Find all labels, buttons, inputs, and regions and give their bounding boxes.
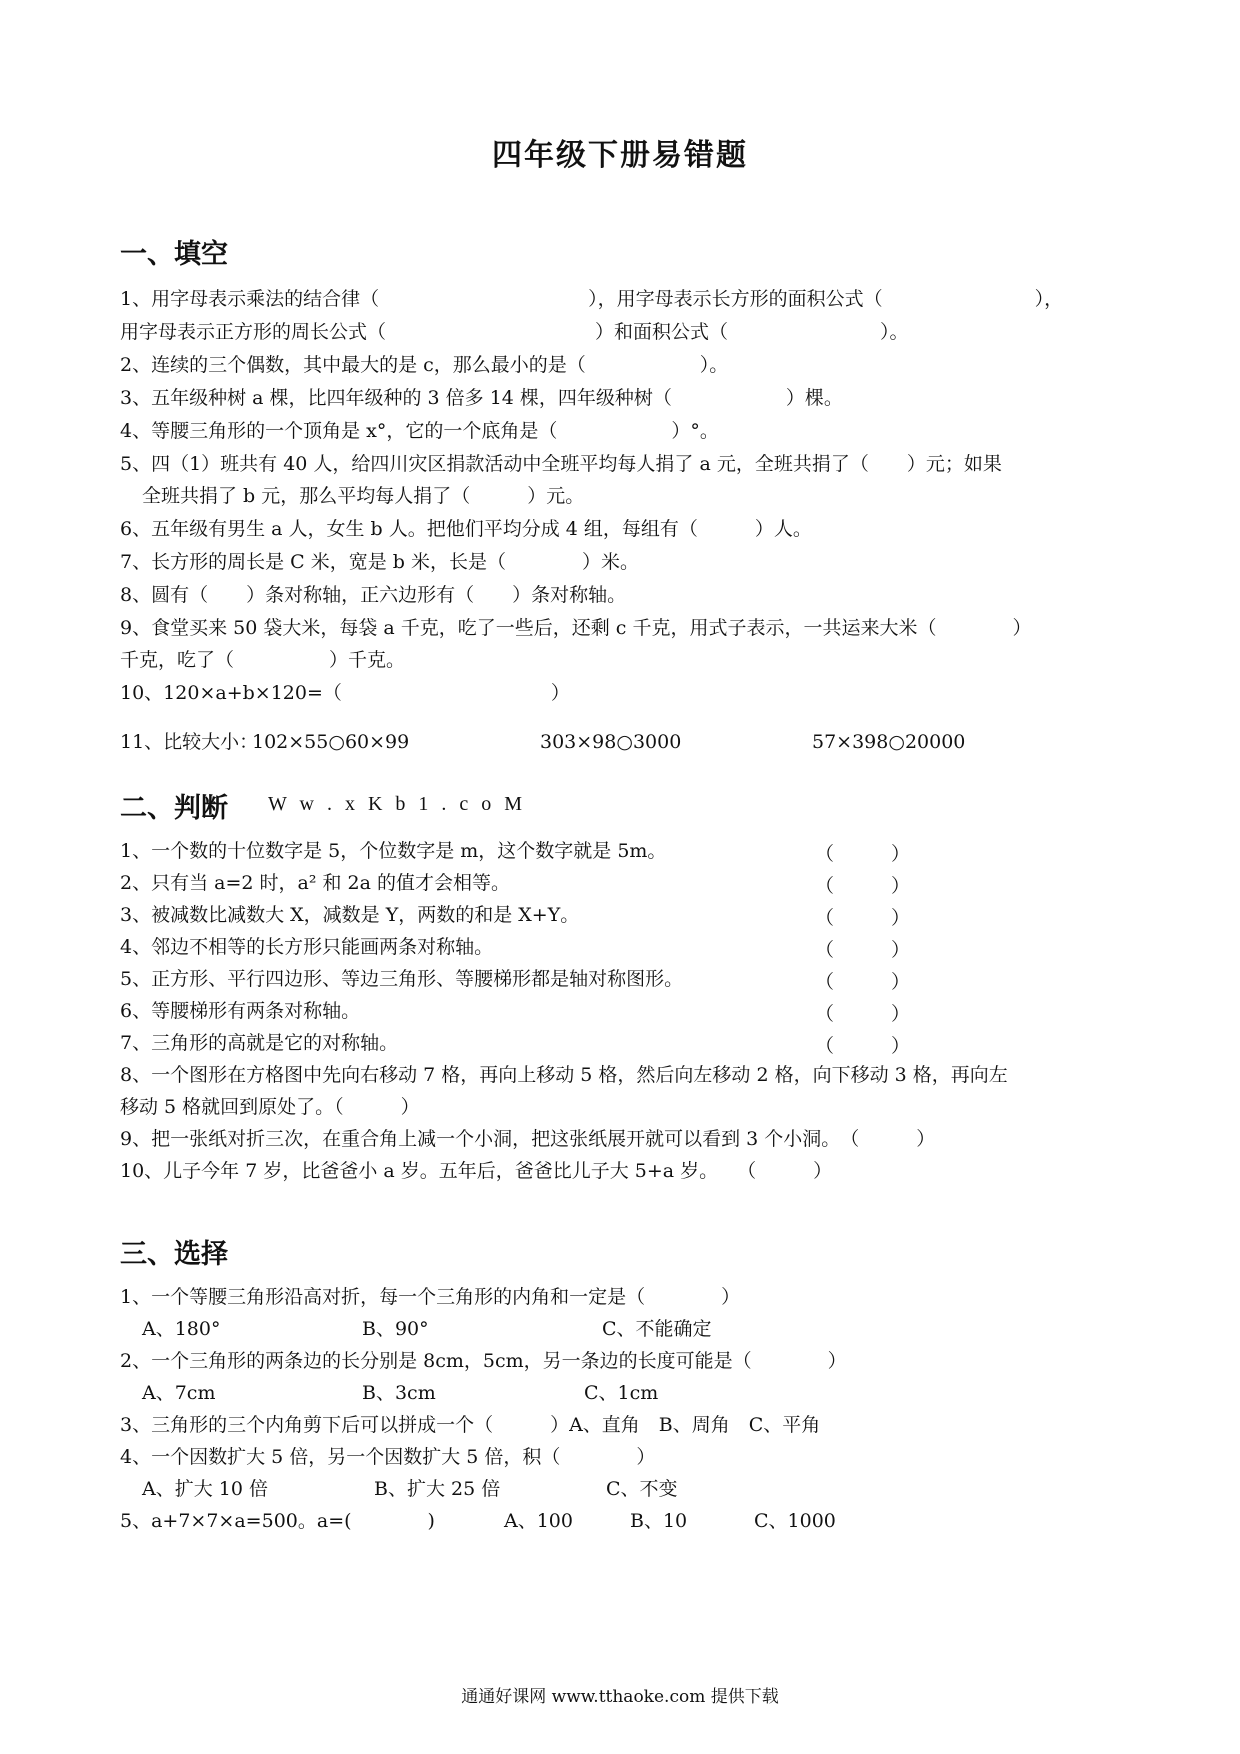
- choice-q1-option-a: A、180°: [142, 1318, 221, 1340]
- judge-answer-1: （ ）: [815, 843, 911, 865]
- judge-item-7: 7、三角形的高就是它的对称轴。: [120, 1032, 399, 1054]
- judge-item-3: 3、被减数比减数大 X，减数是 Y，两数的和是 X+Y。: [120, 904, 580, 926]
- judge-item-5: 5、正方形、平行四边形、等边三角形、等腰梯形都是轴对称图形。: [120, 968, 684, 990]
- choice-q1: 1、一个等腰三角形沿高对折，每一个三角形的内角和一定是（ ）: [120, 1286, 741, 1308]
- fill-item-1-line-2: 用字母表示正方形的周长公式（ ）和面积公式（ ）。: [120, 321, 909, 343]
- choice-q2-option-c: C、1cm: [584, 1382, 659, 1404]
- fill-item-3: 3、五年级种树 a 棵，比四年级种的 3 倍多 14 棵，四年级种树（ ）棵。: [120, 387, 843, 409]
- judge-item-8-line-1: 8、一个图形在方格图中先向右移动 7 格，再向上移动 5 格，然后向左移动 2 格，向下移动 3 格，再向左: [120, 1064, 1008, 1086]
- fill-item-4: 4、等腰三角形的一个顶角是 x°，它的一个底角是（ ）°。: [120, 420, 719, 442]
- footer-source: 通通好课网 www.tthaoke.com 提供下载: [461, 1687, 779, 1707]
- judge-item-10: 10、儿子今年 7 岁，比爸爸小 a 岁。五年后，爸爸比儿子大 5+a 岁。 （ ）: [120, 1160, 833, 1182]
- choice-q5-option-a: A、100: [504, 1510, 573, 1532]
- choice-q2: 2、一个三角形的两条边的长分别是 8cm，5cm，另一条边的长度可能是（ ）: [120, 1350, 847, 1372]
- page-title: 四年级下册易错题: [492, 138, 748, 173]
- section-heading-choice: 三、选择: [120, 1239, 228, 1270]
- judge-answer-3: （ ）: [815, 907, 911, 929]
- fill-item-5-line-2: 全班共捐了 b 元，那么平均每人捐了（ ）元。: [142, 485, 585, 507]
- choice-q5-option-b: B、10: [630, 1510, 688, 1532]
- section-heading-true-false: 二、判断: [120, 793, 228, 824]
- fill-item-8: 8、圆有（ ）条对称轴，正六边形有（ ）条对称轴。: [120, 584, 627, 606]
- judge-answer-6: （ ）: [815, 1003, 911, 1025]
- choice-q1-option-c: C、不能确定: [602, 1318, 712, 1340]
- choice-q5: 5、a+7×7×a=500。a=( ): [120, 1510, 435, 1532]
- choice-q5-option-c: C、1000: [754, 1510, 836, 1532]
- judge-answer-5: （ ）: [815, 971, 911, 993]
- fill-item-11-label: 11、比较大小：: [120, 731, 259, 753]
- choice-q4-option-b: B、扩大 25 倍: [374, 1478, 501, 1500]
- judge-answer-2: （ ）: [815, 875, 911, 897]
- compare-item-3: 57×398○20000: [812, 731, 966, 753]
- fill-item-2: 2、连续的三个偶数，其中最大的是 c，那么最小的是（ ）。: [120, 354, 729, 376]
- fill-item-7: 7、长方形的周长是 C 米，宽是 b 米，长是（ ）米。: [120, 551, 639, 573]
- judge-item-8-line-2: 移动 5 格就回到原处了。（ ）: [120, 1096, 420, 1118]
- choice-q3: 3、三角形的三个内角剪下后可以拼成一个（ ）A、直角 B、周角 C、平角: [120, 1414, 821, 1436]
- choice-q2-option-a: A、7cm: [142, 1382, 216, 1404]
- fill-item-6: 6、五年级有男生 a 人，女生 b 人。把他们平均分成 4 组，每组有（ ）人。: [120, 518, 812, 540]
- judge-item-4: 4、邻边不相等的长方形只能画两条对称轴。: [120, 936, 494, 958]
- choice-q2-option-b: B、3cm: [362, 1382, 436, 1404]
- choice-q4: 4、一个因数扩大 5 倍，另一个因数扩大 5 倍，积（ ）: [120, 1446, 656, 1468]
- choice-q1-option-b: B、90°: [362, 1318, 429, 1340]
- judge-answer-7: （ ）: [815, 1035, 911, 1057]
- fill-item-9-line-2: 千克，吃了（ ）千克。: [120, 649, 406, 671]
- choice-q4-option-a: A、扩大 10 倍: [142, 1478, 268, 1500]
- fill-item-5-line-1: 5、四（1）班共有 40 人，给四川灾区捐款活动中全班平均每人捐了 a 元，全班共捐了（ ）元；如果: [120, 453, 1002, 475]
- watermark-text: W w . x K b 1 . c o M: [268, 793, 527, 815]
- judge-item-2: 2、只有当 a=2 时，a² 和 2a 的值才会相等。: [120, 872, 510, 894]
- fill-item-10: 10、120×a+b×120=（ ）: [120, 682, 570, 704]
- judge-item-9: 9、把一张纸对折三次，在重合角上减一个小洞，把这张纸展开就可以看到 3 个小洞。 （ ）: [120, 1128, 936, 1150]
- section-heading-fill-blank: 一、填空: [120, 239, 228, 270]
- judge-answer-4: （ ）: [815, 939, 911, 961]
- fill-item-1-line-1: 1、用字母表示乘法的结合律（ ），用字母表示长方形的面积公式（ ），: [120, 288, 1064, 310]
- judge-item-6: 6、等腰梯形有两条对称轴。: [120, 1000, 361, 1022]
- compare-item-2: 303×98○3000: [540, 731, 682, 753]
- judge-item-1: 1、一个数的十位数字是 5，个位数字是 m，这个数字就是 5m。: [120, 840, 667, 862]
- fill-item-9-line-1: 9、食堂买来 50 袋大米，每袋 a 千克，吃了一些后，还剩 c 千克，用式子表示，一共运来大米（ ）: [120, 617, 1032, 639]
- compare-item-1: 102×55○60×99: [252, 731, 410, 753]
- choice-q4-option-c: C、不变: [606, 1478, 678, 1500]
